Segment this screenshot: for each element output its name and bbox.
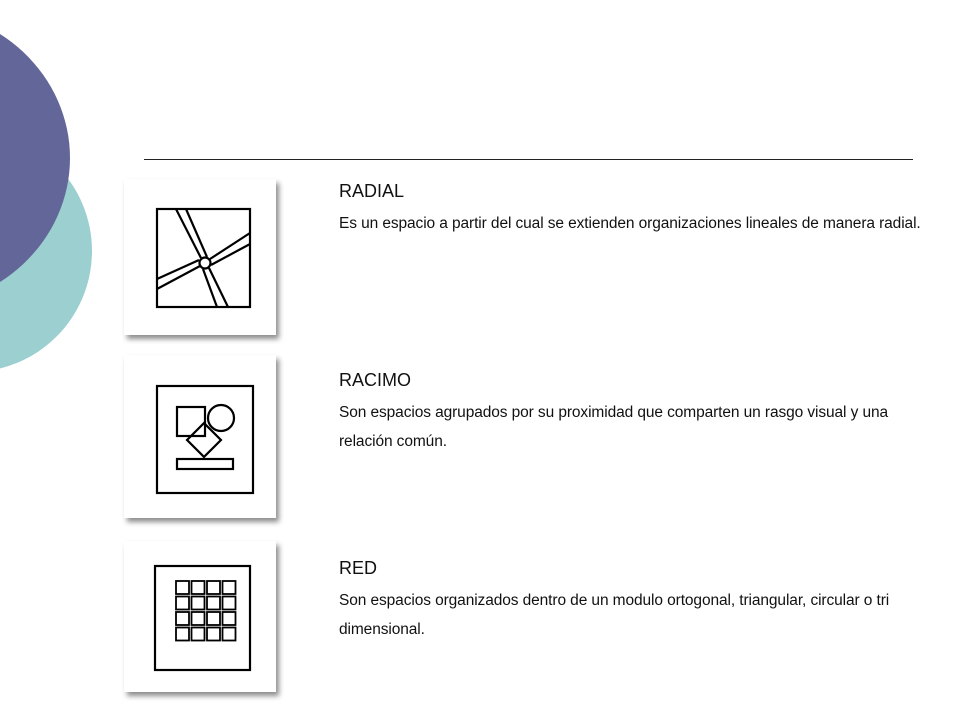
- grid-cell: [176, 612, 189, 625]
- grid-cell: [176, 581, 189, 594]
- section-racimo: [339, 369, 939, 456]
- grid-cell: [192, 628, 205, 641]
- grid-cell: [192, 612, 205, 625]
- grid-cell: [176, 628, 189, 641]
- grid-cell: [192, 597, 205, 610]
- radial-diagram-image: [124, 179, 276, 335]
- section-description: Son espacios organizados dentro de un modulo ortogonal, triangular, circular o tri dimensional.: [339, 592, 890, 638]
- section-title: RADIAL: [339, 181, 405, 201]
- section-description: Son espacios agrupados por su proximidad que comparten un rasgo visual y una relación común.: [339, 404, 889, 450]
- grid-organization-icon: [124, 541, 276, 692]
- radial-organization-icon: [124, 179, 276, 335]
- grid-cell: [223, 612, 236, 625]
- grid-cell: [223, 597, 236, 610]
- grid-cell: [223, 628, 236, 641]
- section-title: RACIMO: [339, 370, 411, 390]
- grid-cell: [207, 612, 220, 625]
- grid-cell: [207, 628, 220, 641]
- cluster-organization-icon: [124, 355, 276, 518]
- grid-diagram-image: [124, 541, 276, 692]
- section-radial: [339, 180, 939, 238]
- grid-cell: [192, 581, 205, 594]
- section-description: Es un espacio a partir del cual se extienden organizaciones lineales de manera radial.: [339, 215, 921, 232]
- title-divider-line: [144, 159, 913, 160]
- grid-cell: [223, 581, 236, 594]
- grid-cell: [176, 597, 189, 610]
- section-red: [339, 557, 939, 644]
- section-title: RED: [339, 558, 378, 578]
- grid-cell: [207, 597, 220, 610]
- grid-cell: [207, 581, 220, 594]
- cluster-diagram-image: [124, 355, 276, 518]
